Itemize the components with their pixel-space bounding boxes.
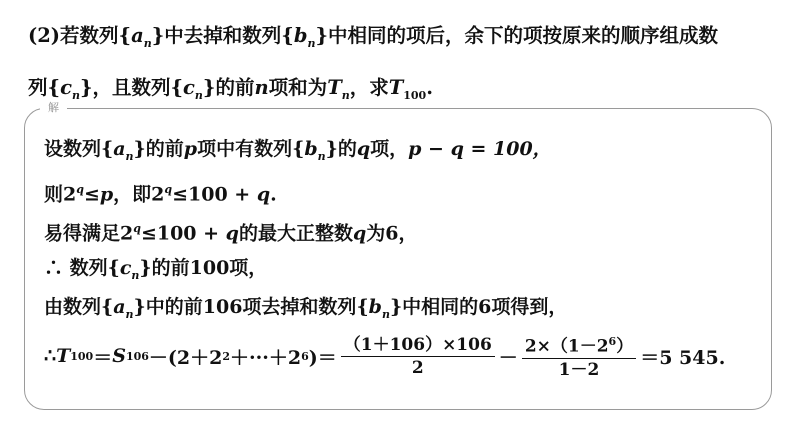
solution-line-2: 则$2^q\le p$，即$2^q\le 100 + q$. <box>44 182 277 205</box>
problem-text: 中去掉和数列 <box>164 24 282 47</box>
problem-statement: (2)若数列$\{a_n\}$中去掉和数列$\{b_n\}$中相同的项后，余下的项按原来的顺序组成数 列$\{c_n\}$，且数列$\{c_n\}$的前n项和为$T_n$，求$T_{100}$. <box>28 24 719 102</box>
var-T: T <box>327 75 342 99</box>
problem-text: ，且数列 <box>92 75 171 99</box>
fraction-2: $\frac{2\times(1-2^6)}{1-2}$ <box>522 331 636 381</box>
seq-b: $\{b_n\}$ <box>281 24 329 50</box>
problem-label: (2) <box>28 24 61 47</box>
problem-text: 列 <box>28 75 48 99</box>
solution-line-5: 由数列$\{a_n\}$中的前106项去掉和数列$\{b_n\}$中相同的6项得到， <box>44 296 568 321</box>
var-n: n <box>254 75 269 99</box>
var-T: T <box>388 75 404 99</box>
solution-line-1: 设数列$\{a_n\}$的前p项中有数列$\{b_n\}$的q项，p − q = 100， <box>44 138 552 163</box>
problem-text: 的前 <box>215 75 255 99</box>
seq-c: $\{c_n\}$ <box>170 75 216 102</box>
seq-a: $\{a_n\}$ <box>118 24 165 50</box>
final-formula: ∴ T 100 ＝ S 106 －(2＋2 2 ＋···＋2 6 )＝ $\frac{(1+106)\times 106}{2}$ － $\frac{2\times(1-2^6)}{1-2}$ ＝5 545. <box>44 330 725 382</box>
solution-line-4: ∴ 数列$\{c_n\}$的前100项， <box>44 256 268 282</box>
problem-text: ，求 <box>349 75 389 99</box>
problem-text: 若数列 <box>60 24 119 47</box>
solution-tag: 解 <box>40 99 67 117</box>
solution-lines <box>44 130 567 328</box>
solution-line-3: 易得满足$2^q\le 100 + q$的最大正整数q为6， <box>44 222 418 245</box>
seq-c: $\{c_n\}$ <box>47 75 93 102</box>
problem-text: 中相同的项后，余下的项按原来的顺序组成数 <box>328 24 719 47</box>
fraction-1: $\frac{(1+106)\times 106}{2}$ <box>341 334 495 379</box>
problem-text: 项和为 <box>268 75 328 99</box>
